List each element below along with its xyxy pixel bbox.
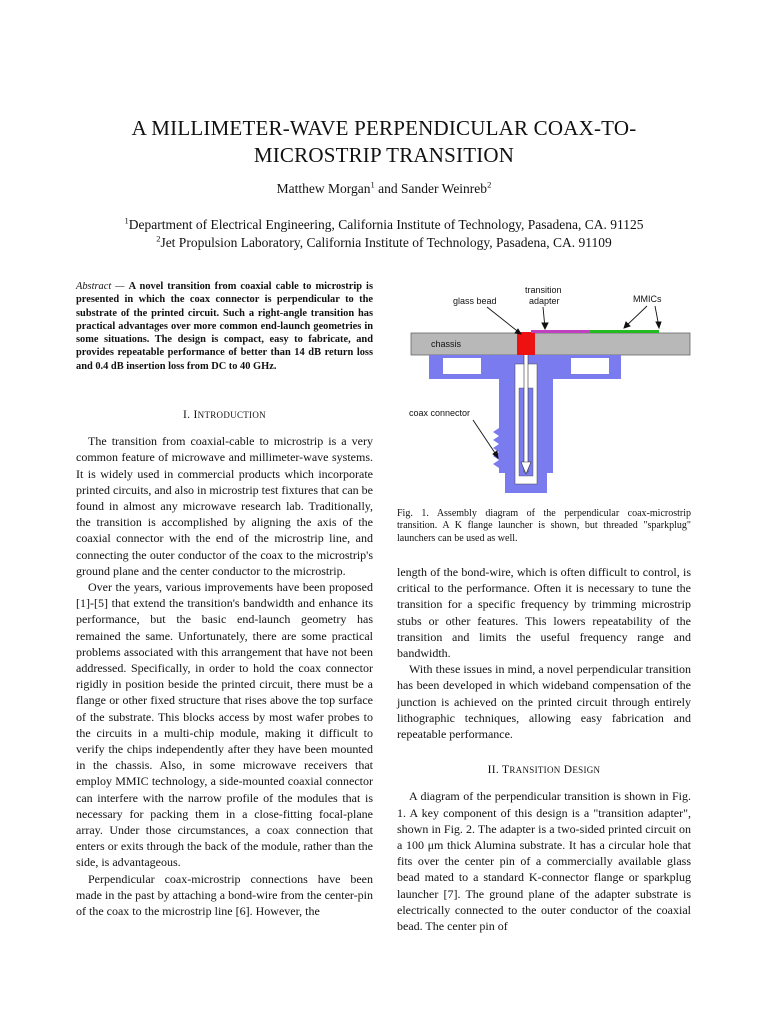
affil-1-sup: 1 [124,215,129,226]
connector-threads [493,428,499,468]
label-glass-bead: glass bead [453,296,497,306]
label-adapter: adapter [529,296,560,306]
mmic-strip [589,330,659,333]
label-coax-connector: coax connector [409,408,471,418]
title-line-2: MICROSTRIP TRANSITION [253,143,515,167]
abstract-dash: — [111,281,129,292]
section-1-paragraph-1: The transition from coaxial-cable to microstrip is a very common feature of microwave and millimeter-wave systems. It is widely used in commercial products which incorporate printed circuits, and also in microstrip test fixtures that can be found in almost any microwave research lab. Traditionally, the transition is accomplished by aligning the axis of the coaxial connector with the end of the microstrip line, and connecting the outer conductor of the coax to the microstrip's ground plane and the center conductor to the microstrip. [76,434,373,578]
author-1-sup: 1 [370,179,375,190]
glass-bead [517,332,535,355]
affiliation-2 [0,235,768,251]
author-2-sup: 2 [487,179,492,190]
section-1-paragraph-3: Perpendicular coax-microstrip connections have been made in the past by attaching a bond-wire from the center-pin of the coax to the microstrip line [6]. However, the [76,871,373,919]
label-transition: transition [525,285,562,295]
label-mmics: MMICs [633,294,662,304]
flange-slot-right [571,358,609,374]
figure-1-diagram [397,278,691,504]
figure-1-caption: Fig. 1. Assembly diagram of the perpendicular coax-microstrip transition. A K flange launcher is shown, but threaded "sparkplug" launchers can be used as well. [397,508,691,544]
author-line [0,181,768,197]
section-2-heading: II. TRANSITION DESIGN [487,764,601,777]
section-1-paragraph-2: Over the years, various improvements have been proposed [1]-[5] that extend the transition's bandwidth and enhance its performance, but the basic end-launch geometry has remained the same. Unfortunately, there are some practical problems associated with this arrangement that have not been addressed. Specifically, in order to hold the coax connector rigidly in position beside the printed circuit, there must be a flange or other fixed structure that rises above the top surface of the substrate. This blocks access by most wafer probes to the circuits in a multi-chip module, making it difficult to verify the chips independently after they have been mounted in the chassis. Also, in some microwave receivers that employ MMIC technology, a side-mounted coaxial connector can interfere with the narrow profile of the modules that is necessary for packing them in a close-fitting focal-plane array. Under those circumstances, a coax connection that enters or exits through the back of the module, rather than the side, is advantageous. [76,580,373,870]
author-1: Matthew Morgan [276,181,371,196]
affil-1-text: Department of Electrical Engineering, California Institute of Technology, Pasadena, CA. 91125 [128,217,644,232]
right-column [397,564,691,934]
affil-2-sup: 2 [156,233,161,244]
left-column [76,407,373,919]
section-2-paragraph-1: A diagram of the perpendicular transition is shown in Fig. 1. A key component of this design is a "transition adapter", shown in Fig. 2. The adapter is a two-sided printed circuit on a 100 μm thick Alumina substrate. It has a circular hole that fits over the center pin of a commercially available glass bead mated to a standard K-connector flange or sparkplug launcher [7]. The ground plane of the adapter substrate is electrically connected to the outer conductor of the coaxial bead. The center pin of [397,789,691,934]
right-paragraph-2: With these issues in mind, a novel perpendicular transition has been developed in which wideband compensation of the junction is achieved on the printed circuit through entirely lithographic techniques, allowing easy fabrication and repeatable performance. [397,662,691,742]
label-chassis: chassis [431,339,462,349]
right-paragraph-1: length of the bond-wire, which is often difficult to control, is critical to the performance. Often it is necessary to tune the transition for a specific frequency by trimming microstrip stubs or other features. This lowers repeatability of the transition and limits the useful frequency range and bandwidth. [397,565,691,661]
figure-1 [397,278,691,504]
affil-2-text: Jet Propulsion Laboratory, California Institute of Technology, Pasadena, CA. 91109 [160,235,612,250]
flange-slot-left [443,358,481,374]
abstract-text: A novel transition from coaxial cable to microstrip is presented in which the coax connector is perpendicular to the substrate of the printed circuit. Such a right-angle transition has practical advantages over more common end-launch geometries in some situations. The design is compact, easy to fabricate, and provides repeatable performance of better than 14 dB return loss and 0.4 dB insertion loss from DC to 40 GHz. [76,281,373,372]
section-1-heading: I. INTRODUCTION [183,409,266,421]
author-and: and Sander Weinreb [374,181,488,196]
affiliation-1 [0,217,768,233]
paper-title [0,115,768,169]
abstract-label: Abstract [76,281,112,292]
transition-adapter [531,330,589,333]
abstract [76,280,373,373]
title-line-1: A MILLIMETER-WAVE PERPENDICULAR COAX-TO- [131,116,637,140]
center-pin [524,342,528,472]
